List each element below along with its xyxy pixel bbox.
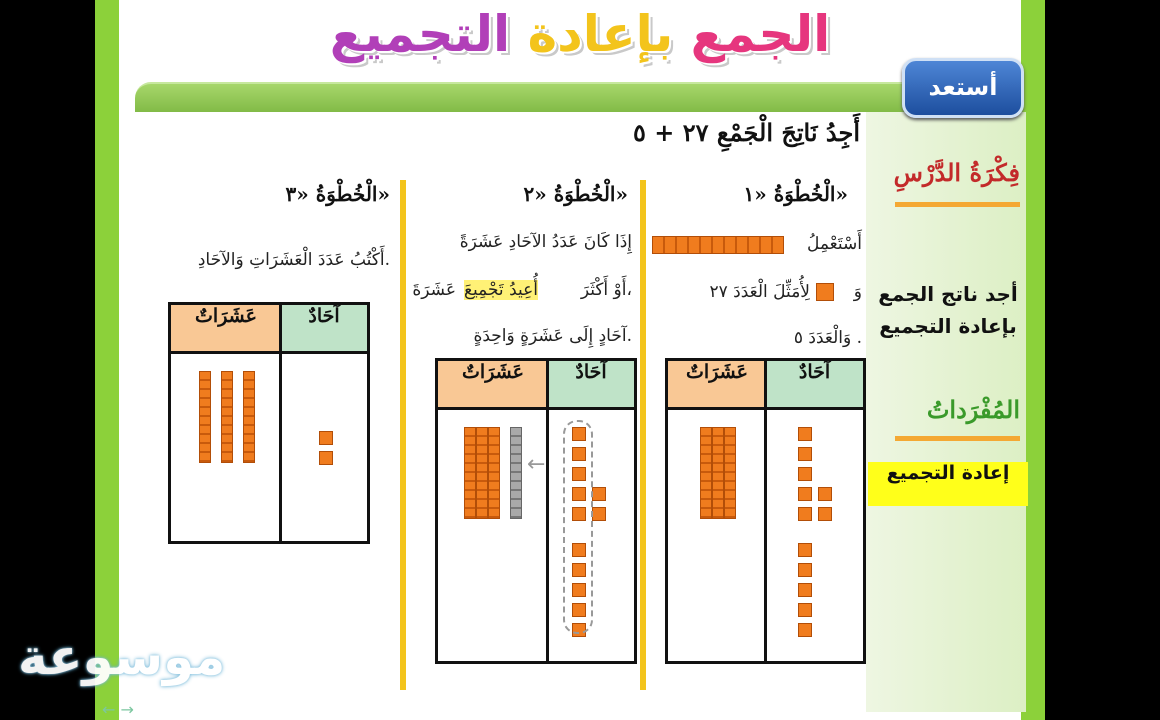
tens-rod	[243, 371, 255, 463]
step-1-place-value-table	[665, 358, 866, 664]
problem-statement: أَجِدُ نَاتِجَ الْجَمْعِ ٢٧ + ٥	[633, 118, 860, 147]
ten-ones-group-outline	[563, 420, 593, 634]
step-1-title: الْخُطْوَةُ «١»	[743, 182, 848, 206]
left-green-strip	[95, 0, 119, 720]
step-1-line-2: وَ	[853, 282, 862, 302]
ones-header: آحَادٌ	[766, 361, 863, 410]
table-divider	[764, 361, 767, 661]
ones-cube	[319, 431, 333, 445]
step-2-line-5: آحَادٍ إِلَى عَشَرَةٍ وَاحِدَةٍ.	[473, 326, 632, 346]
step-2-title: الْخُطْوَةُ «٢»	[523, 182, 628, 206]
tens-rod	[199, 371, 211, 463]
tens-header: عَشَرَاتٌ	[438, 361, 548, 410]
tens-header: عَشَرَاتٌ	[171, 305, 281, 354]
lesson-idea-underline	[895, 202, 1020, 207]
ones-cube	[319, 451, 333, 465]
ones-cube	[798, 427, 812, 441]
ones-header: آحَادٌ	[281, 305, 367, 354]
step-2-line-1: إِذَا كَانَ عَدَدُ الآحَادِ عَشَرَةً	[459, 232, 632, 252]
ones-cube	[798, 467, 812, 481]
ones-cube	[798, 583, 812, 597]
step-2-line-4: عَشَرَةَ	[412, 280, 456, 300]
regroup-arrow-icon: ←	[527, 452, 546, 477]
tens-rod-icon	[652, 236, 784, 254]
nav-arrows-icon[interactable]: ← →	[102, 700, 134, 719]
ones-cube-icon	[816, 283, 834, 301]
tens-header: عَشَرَاتٌ	[668, 361, 766, 410]
slide-title-word-3: التجميع	[329, 5, 511, 63]
header-band	[135, 82, 1015, 114]
ones-cube	[592, 487, 606, 501]
step-2-place-value-table	[435, 358, 637, 664]
tens-rod	[488, 427, 500, 519]
regroup-highlight: أُعِيدُ تَجْمِيعَ	[463, 280, 538, 300]
step-1-line-3: لِأُمَثِّلَ الْعَدَدَ ٢٧	[709, 282, 810, 302]
tens-rod	[476, 427, 488, 519]
tens-rod	[464, 427, 476, 519]
lesson-idea-heading: فِكْرَةُ الدَّرْسِ	[893, 158, 1020, 187]
vocab-heading: المُفْرَداتُ	[926, 395, 1020, 424]
ones-cube	[798, 447, 812, 461]
vocab-item: إعادة التجميع	[868, 462, 1028, 506]
column-divider-1	[640, 180, 646, 690]
step-2-line-3	[458, 270, 538, 310]
ones-cube	[798, 507, 812, 521]
tens-rod	[712, 427, 724, 519]
ones-header: آحَادٌ	[548, 361, 634, 410]
step-2-line-2: أَوْ أَكْثَرَ،	[580, 280, 632, 300]
tens-rod	[724, 427, 736, 519]
step-1-line-1: أَسْتَعْمِلُ	[806, 234, 862, 254]
tens-rod	[221, 371, 233, 463]
ones-cube	[798, 563, 812, 577]
vocab-underline	[895, 436, 1020, 441]
step-3-title: الْخُطْوَةُ «٣»	[285, 182, 390, 206]
table-divider	[546, 361, 549, 661]
tens-rod	[700, 427, 712, 519]
step-3-line-1: أَكْتُبُ عَدَدَ الْعَشَرَاتِ وَالآحَادِ.	[197, 250, 390, 270]
ones-cube	[592, 507, 606, 521]
site-logo: موسوعة	[18, 628, 226, 686]
ones-cube	[798, 603, 812, 617]
prepare-badge-button[interactable]: أستعد	[902, 58, 1024, 118]
slide-title-word-1: الجمع	[690, 5, 831, 63]
table-divider	[279, 305, 282, 541]
ones-cube	[818, 507, 832, 521]
regrouped-rod	[510, 427, 522, 519]
ones-cube	[798, 543, 812, 557]
ones-cube	[798, 487, 812, 501]
ones-cube	[798, 623, 812, 637]
ones-cube	[818, 487, 832, 501]
step-3-place-value-table	[168, 302, 370, 544]
lesson-idea-text: أجد ناتج الجمع بإعادة التجميع	[878, 282, 1018, 338]
slide-title-word-2: بإعادة	[527, 5, 674, 63]
step-1-line-4: وَالْعَدَدَ ٥ .	[793, 328, 862, 348]
